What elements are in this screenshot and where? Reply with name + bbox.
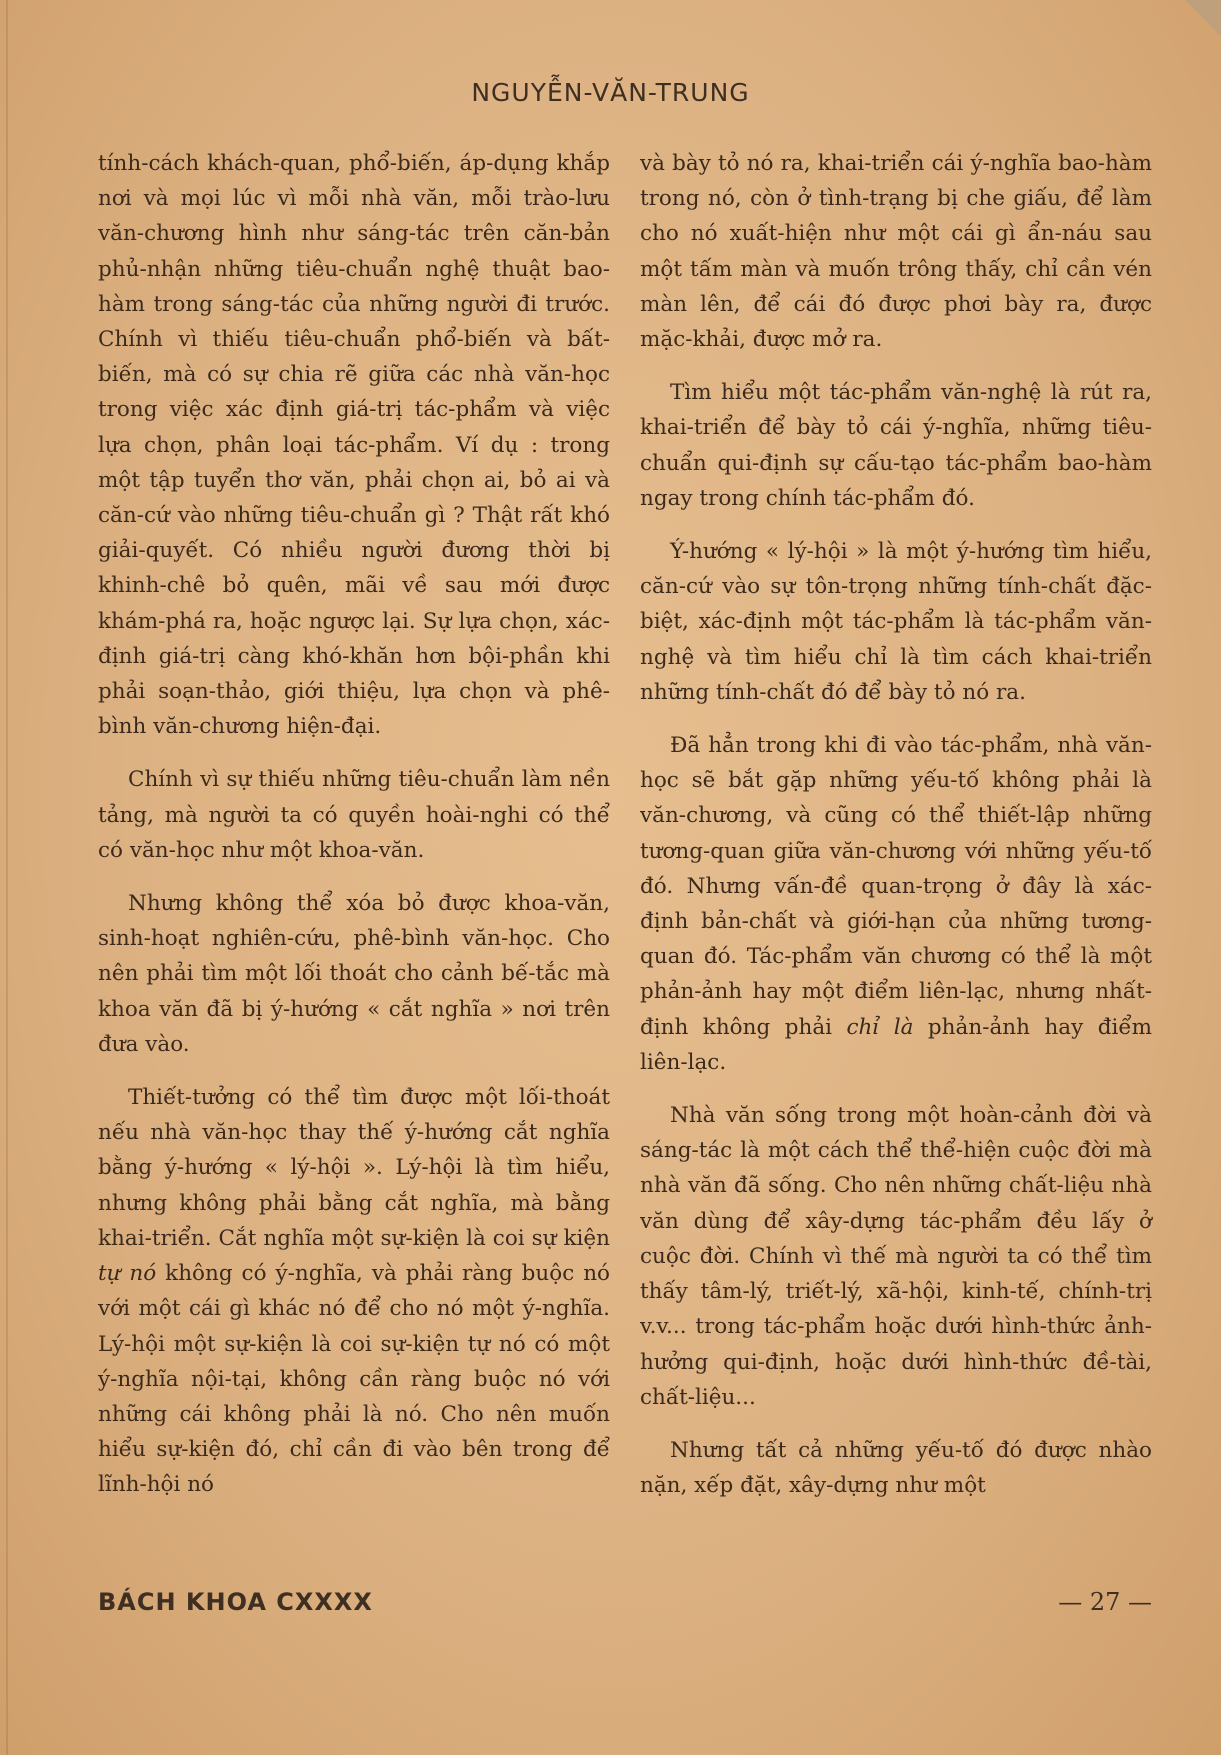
right-paragraph-3: Ý-hướng « lý-hội » là một ý-hướng tìm hiểu, căn-cứ vào sự tôn-trọng những tính-chất đặc-biệt, xác-định một tác-phẩm là tác-phẩm văn-nghệ và tìm hiểu chỉ là tìm cách khai-triển những tính-chất đó để bày tỏ nó ra. <box>640 539 1152 705</box>
running-header-author: NGUYỄN-VĂN-TRUNG <box>471 78 750 107</box>
right-paragraph-5: Nhà văn sống trong một hoàn-cảnh đời và sáng-tác là một cách thể thể-hiện cuộc đời mà nhà văn đã sống. Cho nên những chất-liệu nhà văn dùng để xây-dựng tác-phẩm đều lấy ở cuộc đời. Chính vì thế mà người ta có thể tìm thấy tâm-lý, triết-lý, xã-hội, kinh-tế, chính-trị v.v... trong tác-phẩm hoặc dưới hình-thức ảnh-hưởng qui-định, hoặc dưới hình-thức đề-tài, chất-liệu... <box>640 1103 1152 1410</box>
left-paragraph-2: Chính vì sự thiếu những tiêu-chuẩn làm nền tảng, mà người ta có quyền hoài-nghi có thể có văn-học như một khoa-văn. <box>98 767 610 863</box>
right-paragraph-6: Nhưng tất cả những yếu-tố đó được nhào nặn, xếp đặt, xây-dựng như một <box>640 1437 1152 1499</box>
footer-page-number: — 27 — <box>1058 1588 1152 1616</box>
left-paragraph-4 <box>98 1080 610 1502</box>
left-paragraph-4-part-b: không có ý-nghĩa, và phải ràng buộc nó với một cái gì khác nó để cho nó một ý-nghĩa. Lý-hội một sự-kiện là coi sự-kiện tự nó có một ý-nghĩa nội-tại, không cần ràng buộc nó với những cái không phải là nó. Cho nên muốn hiểu sự-kiện đó, chỉ cần đi vào bên trong để lĩnh-hội nó <box>98 1261 610 1498</box>
right-paragraph-4 <box>640 728 1152 1080</box>
left-paragraph-4-italic: tự nó <box>98 1261 157 1287</box>
right-paragraph-1: và bày tỏ nó ra, khai-triển cái ý-nghĩa bao-hàm trong nó, còn ở tình-trạng bị che giấu, để làm cho nó xuất-hiện như một cái gì ẩn-náu sau một tấm màn và muốn trông thấy, chỉ cần vén màn lên, để cái đó được phơi bày ra, được mặc-khải, được mở ra. <box>640 151 1152 353</box>
right-text-column <box>640 146 1152 1521</box>
left-paragraph-1: tính-cách khách-quan, phổ-biến, áp-dụng khắp nơi và mọi lúc vì mỗi nhà văn, mỗi trào-lưu văn-chương hình như sáng-tác trên căn-bản phủ-nhận những tiêu-chuẩn nghệ thuật bao-hàm trong sáng-tác của những người đi trước. Chính vì thiếu tiêu-chuẩn phổ-biến và bất-biến, mà có sự chia rẽ giữa các nhà văn-học trong việc xác định giá-trị tác-phẩm và việc lựa chọn, phân loại tác-phẩm. Ví dụ : trong một tập tuyển thơ văn, phải chọn ai, bỏ ai và căn-cứ vào những tiêu-chuẩn gì ? Thật rất khó giải-quyết. Có nhiều người đương thời bị khinh-chê bỏ quên, mãi về sau mới được khám-phá ra, hoặc ngược lại. Sự lựa chọn, xác-định giá-trị càng khó-khăn hơn bội-phần khi phải soạn-thảo, giới thiệu, lựa chọn và phê-bình văn-chương hiện-đại. <box>98 151 610 740</box>
right-paragraph-2: Tìm hiểu một tác-phẩm văn-nghệ là rút ra, khai-triển để bày tỏ cái ý-nghĩa, những tiêu-chuẩn qui-định sự cấu-tạo tác-phẩm bao-hàm ngay trong chính tác-phẩm đó. <box>640 380 1152 511</box>
left-text-column <box>98 146 610 1521</box>
right-paragraph-4-italic: chỉ là <box>846 1014 914 1040</box>
footer-magazine-title: BÁCH KHOA CXXXX <box>98 1588 373 1616</box>
left-paragraph-4-part-a: Thiết-tưởng có thể tìm được một lối-thoát nếu nhà văn-học thay thế ý-hướng cắt nghĩa bằng ý-hướng « lý-hội ». Lý-hội là tìm hiểu, nhưng không phải bằng cắt nghĩa, mà bằng khai-triển. Cắt nghĩa một sự-kiện là coi sự kiện <box>98 1085 610 1251</box>
left-paragraph-3: Nhưng không thể xóa bỏ được khoa-văn, sinh-hoạt nghiên-cứu, phê-bình văn-học. Cho nên phải tìm một lối thoát cho cảnh bế-tắc mà khoa văn đã bị ý-hướng « cắt nghĩa » nơi trên đưa vào. <box>98 891 610 1057</box>
right-paragraph-4-part-b: phản-ảnh hay điểm liên-lạc. <box>640 1014 1152 1075</box>
right-paragraph-4-part-a: Đã hẳn trong khi đi vào tác-phẩm, nhà văn-học sẽ bắt gặp những yếu-tố không phải là văn-chương, và cũng có thể thiết-lập những tương-quan giữa văn-chương với những yếu-tố đó. Nhưng vấn-đề quan-trọng ở đây là xác-định bản-chất và giới-hạn của những tương-quan đó. Tác-phẩm văn chương có thể là một phản-ảnh hay một điểm liên-lạc, nhưng nhất-định không phải <box>640 733 1152 1040</box>
